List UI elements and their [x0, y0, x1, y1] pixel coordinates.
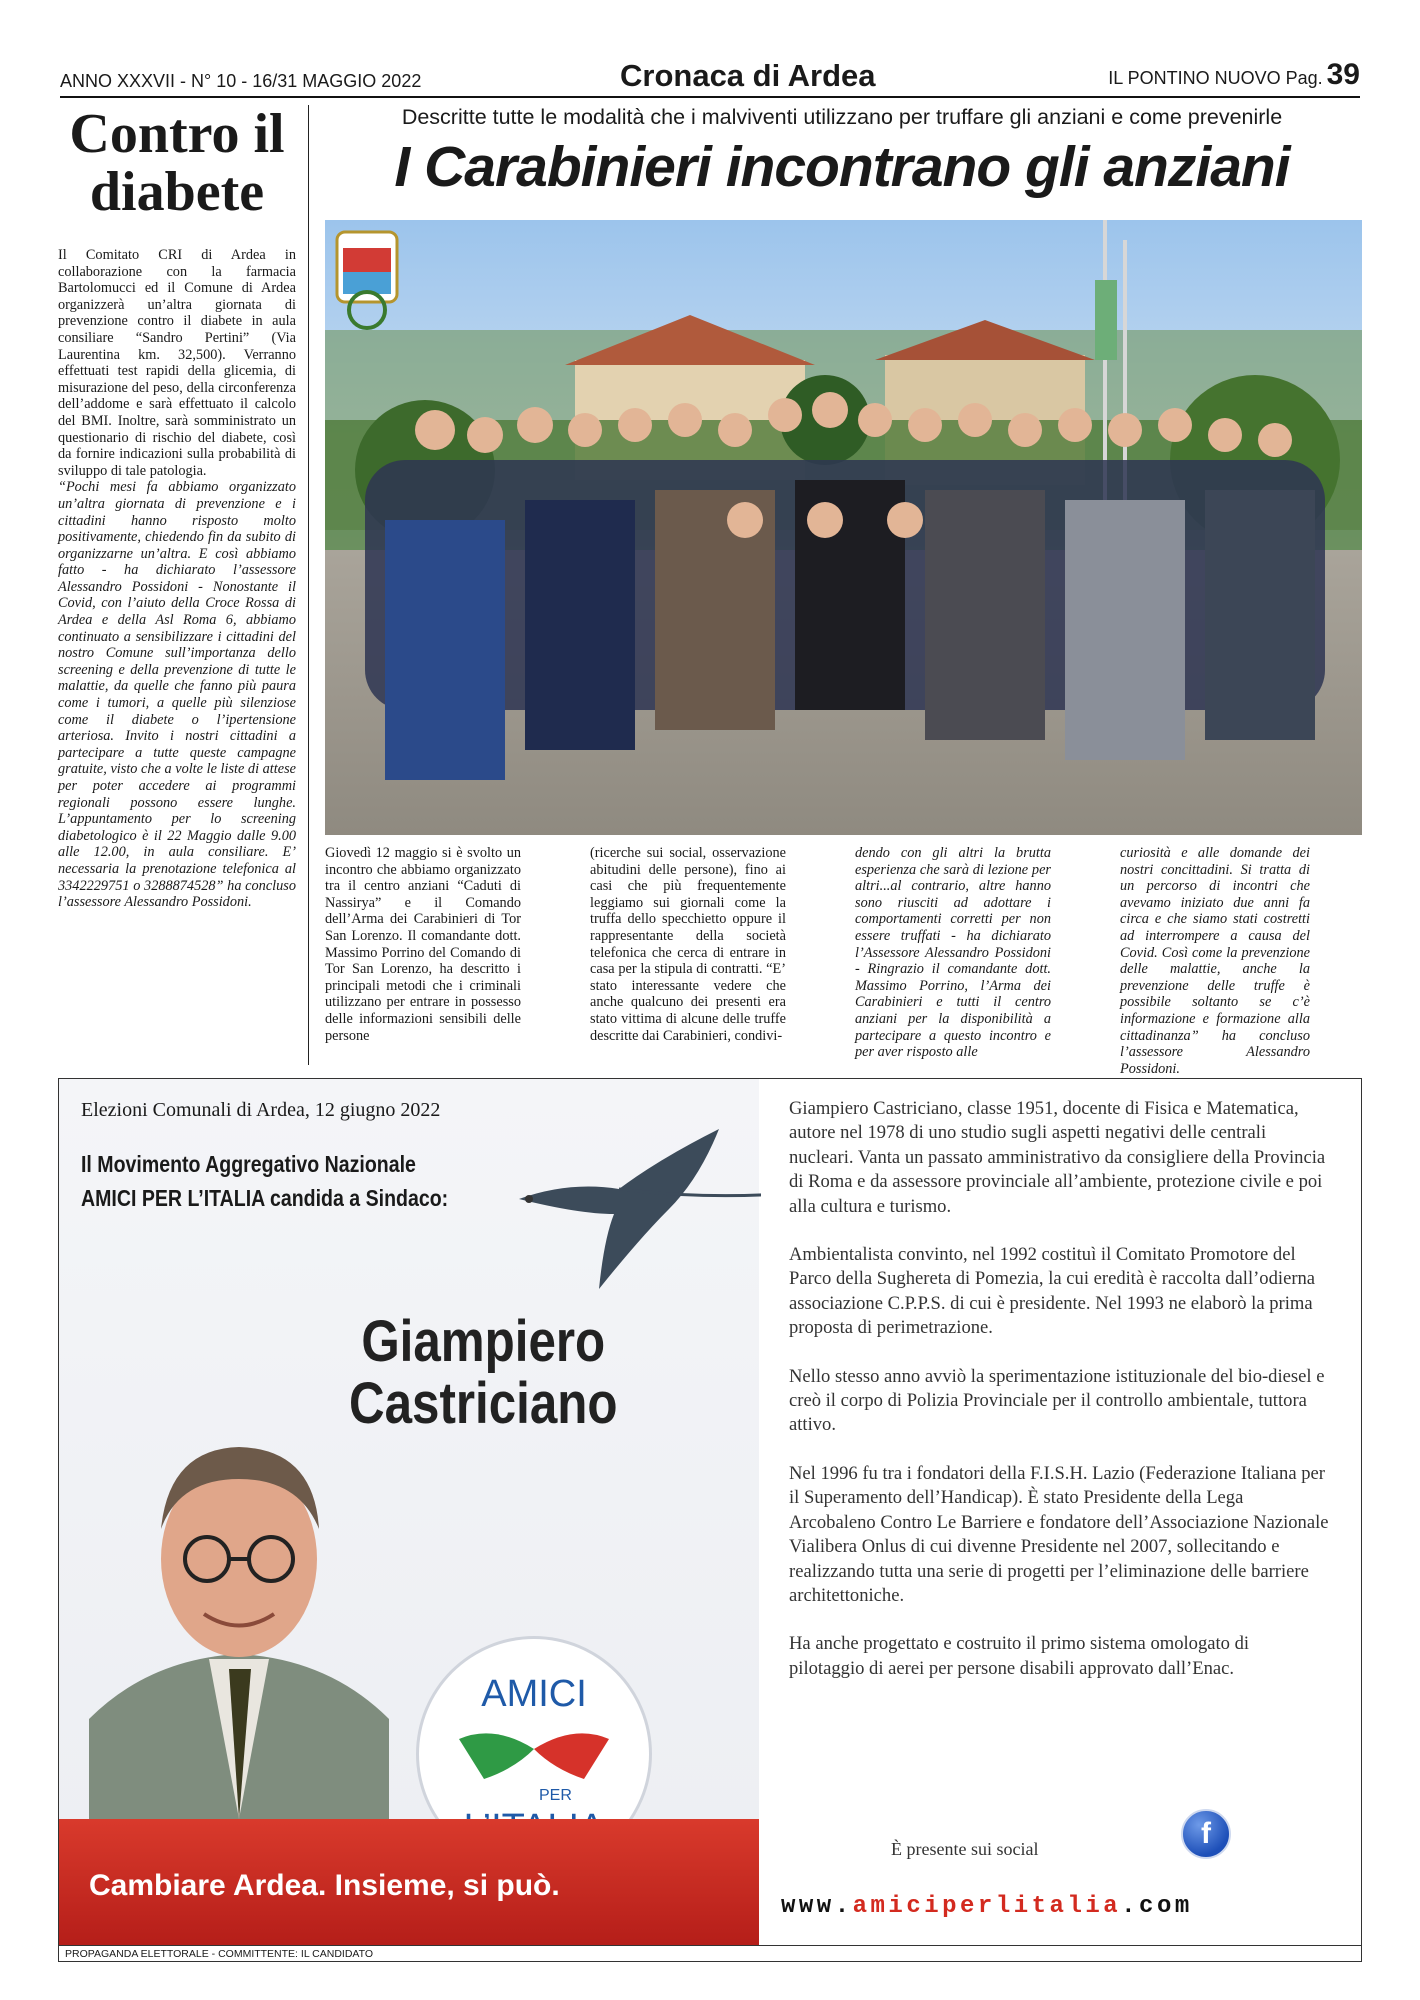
article-paragraph: dendo con gli altri la brutta esperienza che sarà di lezione per altri...al contrario, altre hanno sono riusciti ad adottare i comportamenti corretti per non essere truffati - ha dichiarato l’Assessore Alessandro Possidoni - Ringrazio il comandante dott. Massimo Porrino, l’Arma dei Carabinieri e tutti il centro anziani per la disponibilità a partecipare a questo incontro e per aver risposto alle: [855, 845, 1051, 1061]
group-photo: [325, 220, 1362, 835]
article-headline: I Carabinieri incontrano gli anziani: [394, 135, 1290, 199]
logo-word-per: PER: [539, 1787, 572, 1804]
paper-label: IL PONTINO NUOVO Pag.: [1108, 68, 1323, 88]
sidebar-article: [58, 105, 296, 911]
article-paragraph: Giovedì 12 maggio si è svolto un incontro che abbiamo organizzato tra il centro anziani “Caduti di Nassirya” e il Comando dell’Arma dei Carabinieri di Tor San Lorenzo. Il comandante dott. Massimo Porrino del Comando di Tor San Lorenzo, ha descritto i principali metodi che i criminali utilizzano per entrare in possesso delle informazioni sensibili delle persone: [325, 845, 521, 1044]
article-column: [325, 845, 521, 1044]
sidebar-paragraph: Il Comitato CRI di Ardea in collaborazione con la farmacia Bartolomucci ed il Comune di Ardea organizzerà un’altra giornata di prevenzione contro il diabete in aula consiliare “Sandro Pertini” (Via Laurentina km. 32,500). Verranno effettuati test rapidi della glicemia, di misurazione del peso, della circonferenza dell’addome e sarà effettuato il calcolo del BMI. Inoltre, sarà somministrato un questionario di rischio del diabete, così da fornire indicazioni sulla probabilità di sviluppo di tale patologia.: [58, 247, 296, 479]
sidebar-title: Contro il diabete: [69, 103, 285, 223]
sidebar-paragraph: “Pochi mesi fa abbiamo organizzato un’altra giornata di prevenzione e i cittadini hanno risposto molto positivamente, chiedendo fin da subito di organizzarne un’altra. E così abbiamo fatto - ha dichiarato l’assessore Alessandro Possidoni - Nonostante il Covid, con l’aiuto della Croce Rossa di Ardea e della Asl Roma 6, abbiamo continuato a sensibilizzare i cittadini del nostro Comune sull’importanza dello screening e della prevenzione di tutte le malattie, da quelle che fanno più paura come i tumori, a quelle più silenziose come il diabete o l’ipertensione arteriosa. Invito i nostri cittadini a partecipare a tutte queste campagne gratuite, visto che a volte le liste di attese per poter accedere ai programmi regionali possono essere lunghe. L’appuntamento per lo screening diabetologico è il 22 Maggio dalle 9.00 alle 12.00, in aula consiliare. E’ necessaria la prenotazione telefonica al 3342229751 o 3288874528” ha concluso l’assessore Alessandro Possidoni.: [58, 479, 296, 911]
sidebar-body: [58, 247, 296, 911]
url-suffix: .com: [1121, 1893, 1193, 1920]
social-note: È presente sui social: [891, 1839, 1039, 1859]
candidate-portrait: [89, 1419, 389, 1819]
slogan-banner-text: Cambiare Ardea. Insieme, si può.: [89, 1869, 560, 1902]
candidate-bio-panel: [761, 1079, 1361, 1945]
candidate-last-name: Castriciano: [349, 1371, 618, 1436]
article-subhead: Descritte tutte le modalità che i malviventi utilizzano per truffare gli anziani e come prevenirle: [401, 105, 1283, 129]
electoral-advertisement: [58, 1078, 1362, 1962]
article-column: [855, 845, 1051, 1061]
masthead: [60, 58, 1360, 98]
article-column: [1120, 845, 1310, 1077]
ad-slogan-line: AMICI PER L’ITALIA candida a Sindaco:: [81, 1185, 449, 1211]
ad-left-panel: [59, 1079, 759, 1945]
article-body: [325, 845, 1362, 1077]
url-brand: amiciperlitalia: [852, 1893, 1122, 1920]
candidate-bio: [789, 1097, 1329, 1705]
facebook-icon[interactable]: f: [1181, 1809, 1231, 1859]
paper-name: [1108, 58, 1360, 92]
article-paragraph: (ricerche sui social, osservazione abitudini delle persone), fino ai casi che più frequentemente leggiamo sui giornali come la truffa dello specchietto oppure il rappresentante della società telefonica che cerca di entrare in casa per la stipula di contratti. “E’ stato interessante vedere che anche qualcuno dei presenti era stato vittima di alcune delle truffe descritte dai Carabinieri, condivi-: [590, 845, 786, 1044]
candidate-first-name: Giampiero: [361, 1309, 606, 1374]
bio-paragraph: Nello stesso anno avviò la sperimentazione istituzionale del bio-diesel e creò il corpo di Polizia Provinciale per il controllo ambientale, tuttora attivo.: [789, 1365, 1325, 1436]
group-photo-illustration: [325, 220, 1362, 835]
bio-paragraph: Giampiero Castriciano, classe 1951, docente di Fisica e Matematica, autore nel 1978 di uno studio sugli aspetti negativi delle centrali nucleari. Vanta un passato amministrativo da consigliere della Provincia di Roma e da assessore provinciale all’ambiente, protezione civile e poi alla cultura e turismo.: [789, 1098, 1326, 1217]
section-title: Cronaca di Ardea: [620, 58, 876, 93]
bio-paragraph: Nel 1996 fu tra i fondatori della F.I.S.H. Lazio (Federazione Italiana per il Superamento dell’Handicap). È stato Presidente della Lega Arcobaleno Contro Le Barriere e fondatore dell’Associazione Nazionale Vialibera Onlus di cui divenne Presidente nel 2007, sollecitando e realizzando tutta una serie di progetti per l’eliminazione delle barriere architettoniche.: [789, 1462, 1329, 1606]
candidate-name: [349, 1311, 618, 1435]
bio-paragraph: Ha anche progettato e costruito il primo sistema omologato di pilotaggio di aerei per persone disabili approvato dall’Enac.: [789, 1633, 1250, 1679]
website-url[interactable]: [781, 1893, 1341, 1920]
column-divider: [308, 105, 309, 1065]
heron-icon: [499, 1119, 799, 1299]
ad-slogan-line: Il Movimento Aggregativo Nazionale: [81, 1151, 416, 1177]
ad-footnote: PROPAGANDA ELETTORALE - COMMITTENTE: IL CANDIDATO: [59, 1945, 1362, 1962]
ad-election-date: Elezioni Comunali di Ardea, 12 giugno 2022: [81, 1099, 441, 1121]
ad-slogan: [81, 1147, 448, 1215]
article-paragraph: curiosità e alle domande dei nostri concittadini. Si tratta di un percorso di incontri che avevamo iniziato due anni fa circa e che siamo stati costretti ad interrompere a causa del Covid. Così come la prevenzione delle malattie, anche la prevenzione delle truffe è possibile soltanto se c’è informazione e formazione alla cittadinanza” ha concluso l’assessore Alessandro Possidoni.: [1120, 845, 1310, 1077]
page-number: 39: [1326, 58, 1360, 91]
article-column: [590, 845, 786, 1044]
bio-paragraph: Ambientalista convinto, nel 1992 costituì il Comitato Promotore del Parco della Sughereta di Pomezia, la cui eredità è raccolta dall’odierna associazione C.P.P.S. di cui è presidente. Nel 1993 ne elaborò la prima proposta di perimetrazione.: [789, 1244, 1316, 1339]
main-article-header: [322, 105, 1362, 200]
handshake-icon: [454, 1719, 614, 1789]
issue-info: ANNO XXXVII - N° 10 - 16/31 MAGGIO 2022: [60, 71, 422, 91]
logo-word-amici: AMICI: [481, 1673, 587, 1715]
url-prefix: www.: [781, 1893, 853, 1920]
